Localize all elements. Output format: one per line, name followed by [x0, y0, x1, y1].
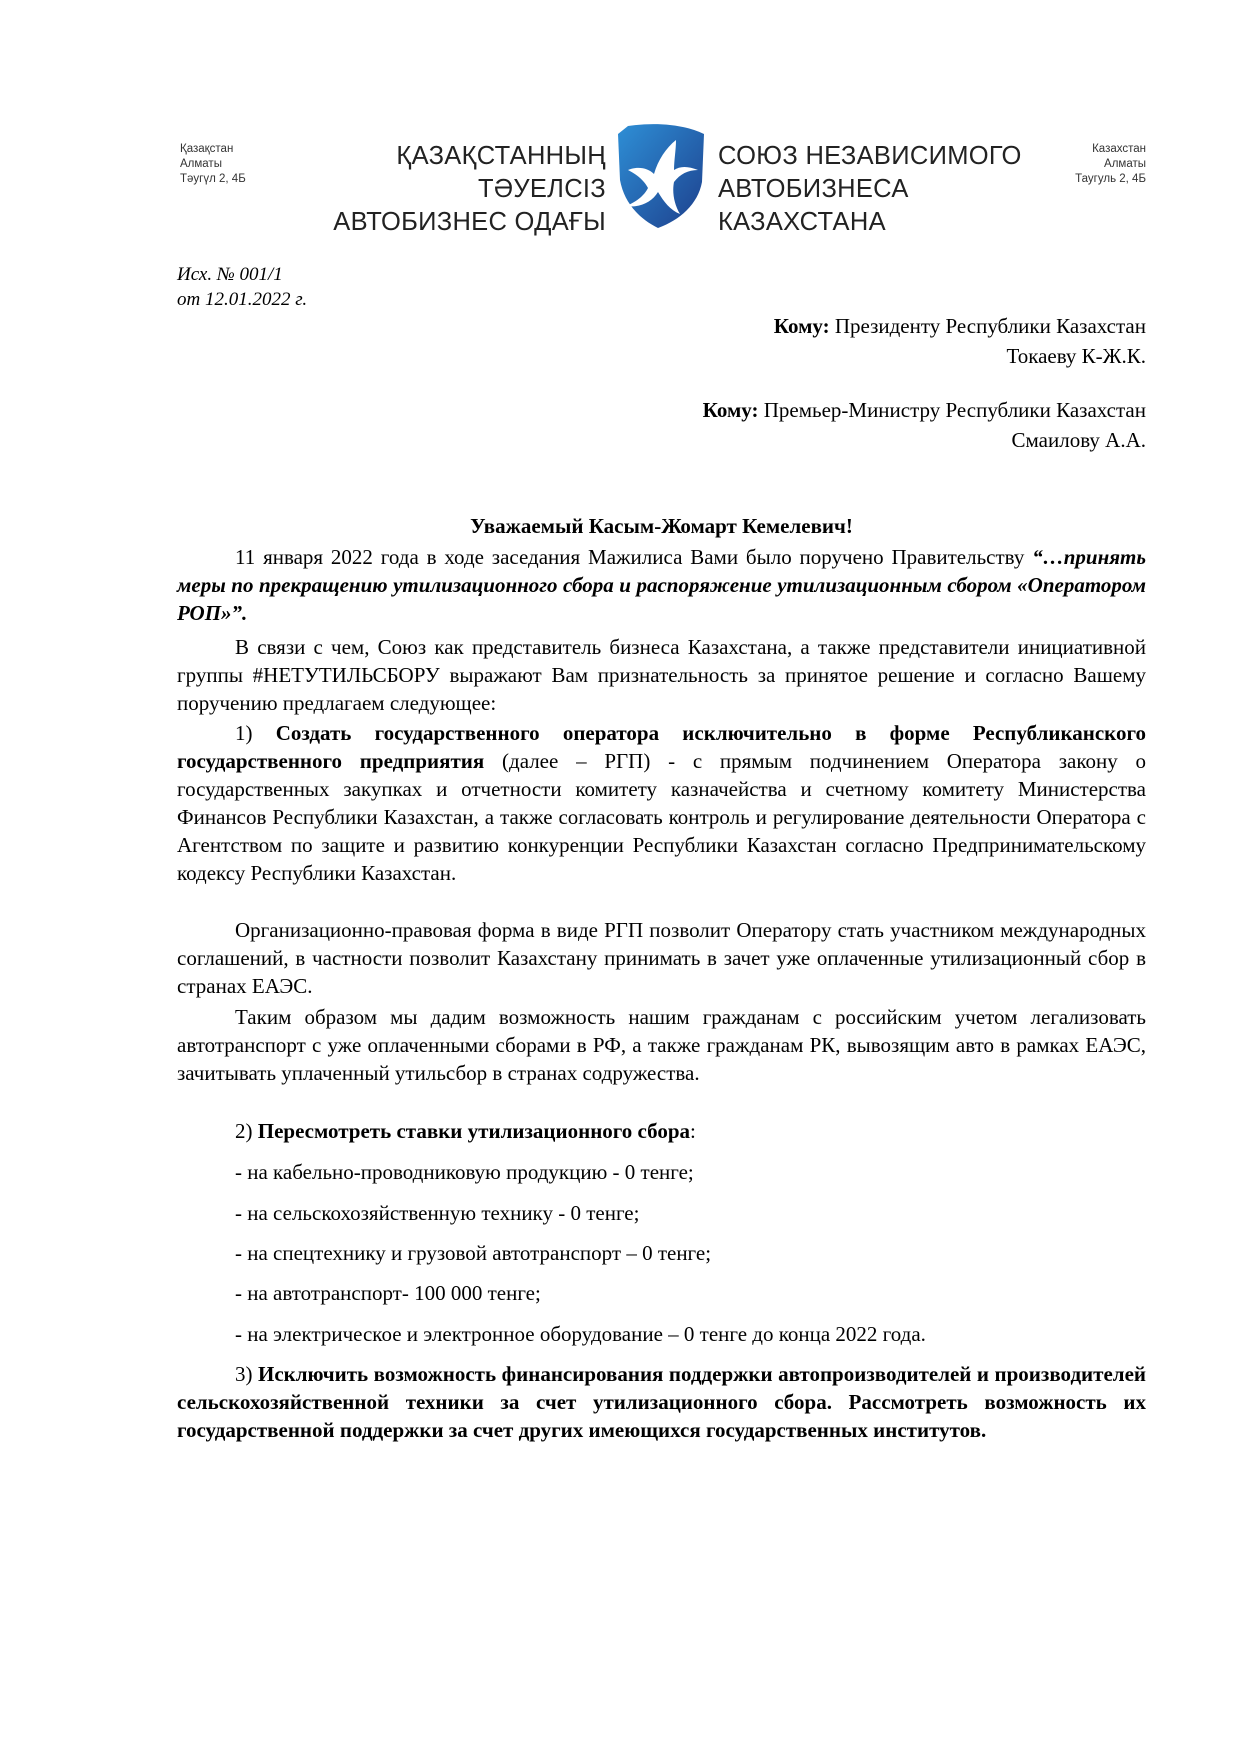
rate-item: - на сельскохозяйственную технику - 0 тенге;	[235, 1201, 640, 1225]
address-right-line: Казахстан	[1092, 143, 1146, 155]
p3-bold: Создать государственного оператора исключительно в форме Республиканского государственного предприятия	[177, 721, 1146, 773]
address-right-line: Таугуль 2, 4Б	[1075, 173, 1146, 185]
recipient-line	[703, 395, 1146, 425]
ref-number: Исх. № 001/1	[177, 264, 283, 285]
outgoing-reference	[177, 262, 307, 312]
org-name-ru	[718, 140, 1048, 239]
p6-num: 2)	[235, 1119, 258, 1143]
paragraph-text: Таким образом мы дадим возможность нашим гражданам с российским учетом легализовать автотранспорт с уже оплаченными сборами в РФ, а также гражданам РК, вывозящим авто в рамках ЕАЭС, зачитывать уплаченный утильсбор в странах содружества.	[177, 1005, 1146, 1085]
org-name-ru-line: СОЮЗ НЕЗАВИСИМОГО	[718, 142, 1022, 170]
recipient-prime-minister	[703, 395, 1146, 455]
paragraph-text: В связи с чем, Союз как представитель бизнеса Казахстана, а также представители инициативной группы #НЕТУТИЛЬСБОРУ выражают Вам признательность за принятое решение и согласно Вашему поручению предлагаем следующее:	[177, 635, 1146, 715]
ref-date: от 12.01.2022 г.	[177, 289, 308, 310]
paragraph-4	[177, 916, 1146, 1000]
paragraph-text: Организационно-правовая форма в виде РГП позволит Оператору стать участником международных соглашений, в частности позволит Казахстану принимать в зачет уже оплаченные утилизационный сбор в странах ЕАЭС.	[177, 918, 1146, 998]
rate-item: - на кабельно-проводниковую продукцию - 0 тенге;	[235, 1160, 694, 1184]
paragraph-3	[177, 719, 1146, 887]
rate-item: - на спецтехнику и грузовой автотранспорт – 0 тенге;	[235, 1241, 712, 1265]
org-name-kz-line: АВТОБИЗНЕС ОДАҒЫ	[333, 208, 606, 236]
address-left-line: Қазақстан	[180, 143, 234, 155]
p3-rest: (далее – РГП) - с прямым подчинением Оператора закону о государственных закупках и отчетности комитету казначейства и счетному комитету Министерства Финансов Республики Казахстан, а также согласовать контроль и регулирование деятельности Оператора с Агентством по защите и развитию конкуренции Республики Казахстан согласно Предпринимательскому кодексу Республики Казахстан.	[177, 749, 1146, 885]
p6-bold: Пересмотреть ставки утилизационного сбора	[257, 1119, 691, 1143]
recipient-name: Смаилову А.А.	[1011, 428, 1146, 452]
rate-item: - на электрическое и электронное оборудование – 0 тенге до конца 2022 года.	[235, 1322, 926, 1346]
recipient-label: Кому:	[702, 398, 759, 422]
p1-plain: 11 января 2022 года в ходе заседания Мажилиса Вами было поручено Правительству	[235, 545, 1033, 569]
eagle-shield-logo-icon	[614, 120, 708, 230]
address-left	[180, 142, 246, 187]
p7-num: 3)	[235, 1362, 259, 1386]
address-right-line: Алматы	[1104, 158, 1146, 170]
address-right	[1038, 142, 1146, 187]
recipient-president	[774, 311, 1146, 371]
org-name-kz	[290, 140, 606, 239]
paragraph-text	[177, 543, 1146, 627]
paragraph-text	[177, 1360, 1146, 1444]
org-name-kz-line: ҚАЗАҚСТАННЫҢ ТӘУЕЛСІЗ	[396, 142, 606, 203]
address-left-line: Алматы	[180, 158, 222, 170]
rate-item: - на автотранспорт- 100 000 тенге;	[235, 1281, 541, 1305]
recipient-title: Премьер-Министру Республики Казахстан	[763, 398, 1146, 422]
paragraph-2	[177, 633, 1146, 717]
paragraph-text	[177, 719, 1146, 887]
address-left-line: Тәугүл 2, 4Б	[180, 173, 246, 185]
paragraph-5	[177, 1003, 1146, 1087]
recipient-title: Президенту Республики Казахстан	[834, 314, 1146, 338]
recipient-name: Токаеву К-Ж.К.	[1006, 344, 1146, 368]
org-name-ru-line: АВТОБИЗНЕСА КАЗАХСТАНА	[718, 175, 909, 236]
paragraph-1	[177, 543, 1146, 627]
recipient-label: Кому:	[773, 314, 830, 338]
p7-bold: Исключить возможность финансирования поддержки автопроизводителей и производителей сельскохозяйственной техники за счет утилизационного сбора. Рассмотреть возможность их государственной поддержки за счет других имеющихся государственных институтов.	[177, 1362, 1146, 1442]
p3-num: 1)	[235, 721, 276, 745]
paragraph-7	[177, 1360, 1146, 1444]
p1-quote: “…принять меры по прекращению утилизационного сбора и распоряжение утилизационным сбором «Оператором РОП»”.	[177, 545, 1146, 625]
recipient-line	[774, 311, 1146, 341]
paragraph-6	[235, 1117, 696, 1145]
p6-tail: :	[690, 1119, 696, 1143]
greeting: Уважаемый Касым-Жомарт Кемелевич!	[470, 514, 853, 538]
